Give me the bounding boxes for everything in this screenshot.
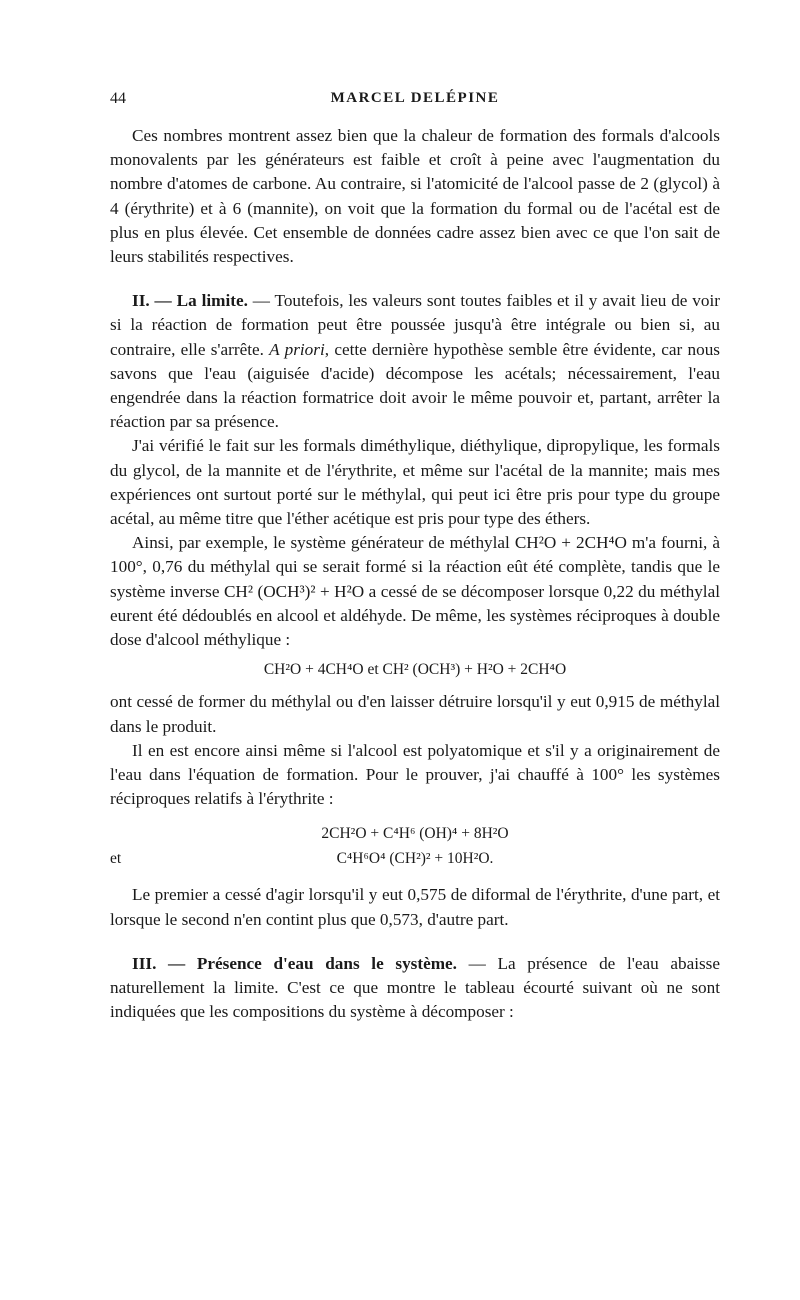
paragraph-2-italic: A priori xyxy=(269,339,325,359)
section-heading-la-limite: II. — La limite. xyxy=(132,291,248,311)
paragraph-4: Ainsi, par exemple, le système générateur de méthylal CH²O + 2CH⁴O m'a fourni, à 100°, 0,76 du méthylal qui se serait formé si la réaction eût été complète, tandis que le système inverse CH² (OCH³)² + H²O a cessé de se décomposer lorsque 0,22 du méthylal eurent été dédoublés en alcool et aldéhyde. De même, les systèmes réciproques à double dose d'alcool méthylique : xyxy=(110,533,720,650)
paragraph-8-text: — La présence de l'eau abaisse naturellement la limite. C'est ce que montre le tableau écourté suivant où ne sont indiquées que les compositions du système à décomposer : xyxy=(110,953,720,1022)
body-text xyxy=(110,124,720,1025)
section-heading-presence-eau: III. — Présence d'eau dans le système. xyxy=(132,953,457,973)
formula-row-1 xyxy=(110,821,720,846)
formula-erythrite-2: C⁴H⁶O⁴ (CH²)² + 10H²O. xyxy=(336,850,494,868)
paragraph-1: Ces nombres montrent assez bien que la chaleur de formation des formals d'alcools monovalents par les générateurs est faible et croît à peine avec l'augmentation du nombre d'atomes de carbone. Au contraire, si l'atomicité de l'alcool passe de 2 (glycol) à 4 (érythrite) et à 6 (mannite), on voit que la formation du formal ou de l'acétal est de plus en plus élevée. Cet ensemble de données cadre assez bien avec ce que l'on sait de leurs stabilités respectives. xyxy=(110,126,720,267)
paragraph-2-text-a: — Toutefois, les valeurs sont toutes faibles et il y avait lieu de voir si la réaction de formation peut être poussée jusqu'à être intégrale ou bien si, au contraire, elle s'arrête. xyxy=(110,291,720,359)
paragraph-section-2 xyxy=(110,289,720,434)
formula-methylal-systems: CH²O + 4CH⁴O et CH² (OCH³) + H²O + 2CH⁴O xyxy=(263,661,567,679)
paragraph-3: J'ai vérifié le fait sur les formals diméthylique, diéthylique, dipropylique, les formals du glycol, de la mannite et de l'érythrite, et même sur l'acétal de la mannite; mais mes expériences ont surtout porté sur le méthylal, qui peut ici être pris pour type du groupe acétal, au même titre que l'éther acétique est pris pour type des éthers. xyxy=(110,436,720,529)
running-head: MARCEL DELÉPINE xyxy=(330,90,500,106)
paragraph-6: Il en est encore ainsi même si l'alcool est polyatomique et s'il y a originairement de l'eau dans l'équation de formation. Pour le prouver, j'ai chauffé à 100° les systèmes réciproques relatifs à l'érythrite : xyxy=(110,740,720,809)
page-header xyxy=(110,90,720,116)
formula-block-erythrite xyxy=(110,821,720,871)
formula-label-et: et xyxy=(110,850,122,868)
paragraph-2-text-b: , cette dernière hypothèse semble être évidente, car nous savons que l'eau (aiguisée d'acide) décompose les acétals; nécessairement, l'eau engendrée dans la réaction formatrice doit avoir le même pouvoir et, partant, arrêter la réaction par sa présence. xyxy=(110,339,720,432)
formula-row-2 xyxy=(110,846,720,871)
paragraph-section-3 xyxy=(110,952,720,1025)
page-number: 44 xyxy=(110,90,126,107)
paragraph-5: ont cessé de former du méthylal ou d'en laisser détruire lorsqu'il y eut 0,915 de méthylal dans le produit. xyxy=(110,692,720,736)
paragraph-7: Le premier a cessé d'agir lorsqu'il y eut 0,575 de diformal de l'érythrite, d'une part, et lorsque le second n'en contint plus que 0,573, d'autre part. xyxy=(110,885,720,929)
formula-erythrite-1: 2CH²O + C⁴H⁶ (OH)⁴ + 8H²O xyxy=(321,825,509,843)
